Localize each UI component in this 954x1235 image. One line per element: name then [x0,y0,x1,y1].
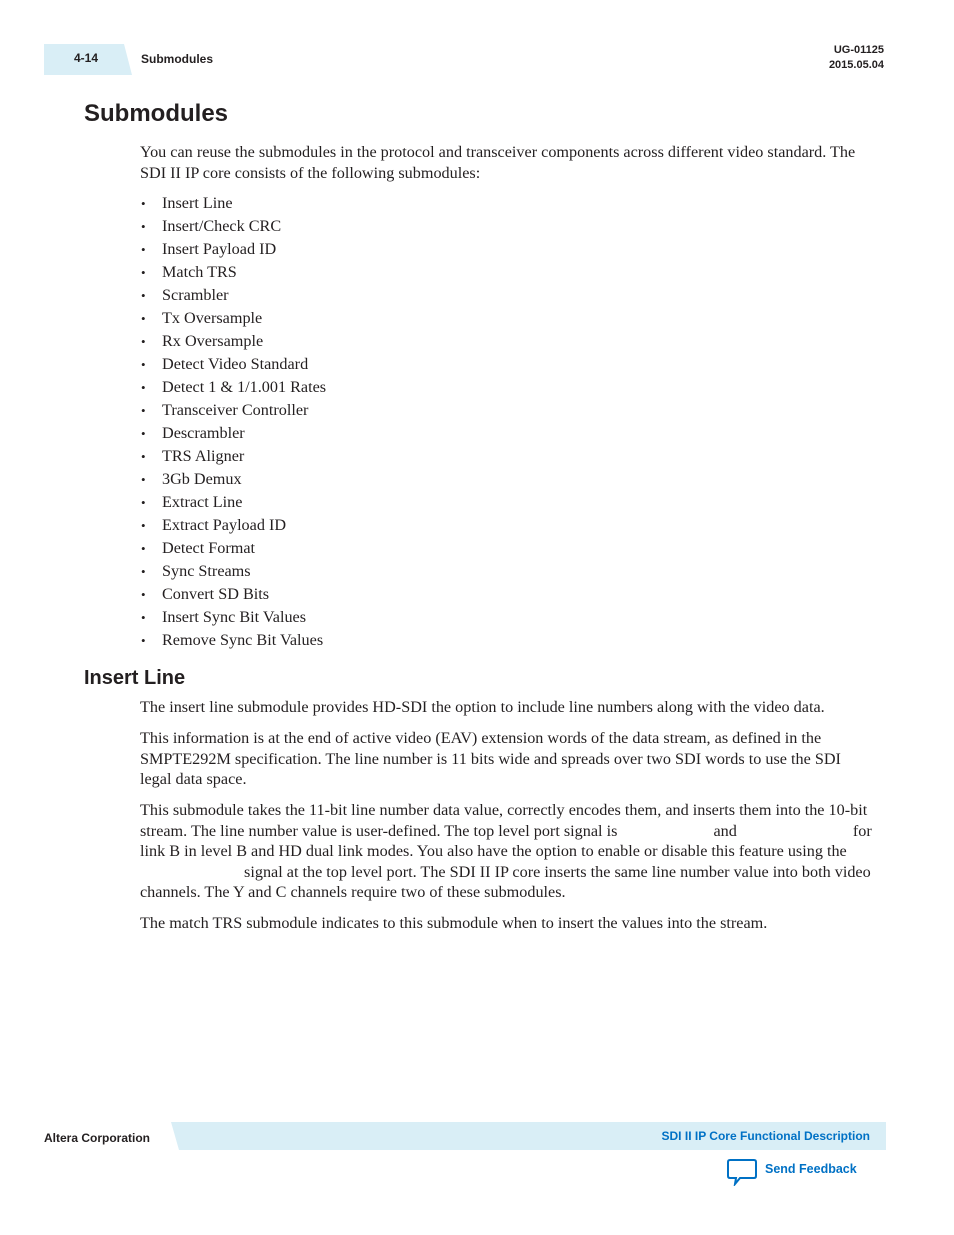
list-item: • Sync Streams [140,560,326,583]
doc-number: UG-01125 [833,44,884,56]
section-heading-insert-line: Insert Line [84,667,186,689]
list-item: • Detect Format [140,537,326,560]
intro-paragraph: You can reuse the submodules in the protocol and transceiver components across different video standard. The SDI II IP core consists of the following submodules: [140,143,856,182]
list-item: • Insert/Check CRC [140,215,326,238]
list-item: • Insert Payload ID [140,238,326,261]
list-item: • Transceiver Controller [140,399,326,422]
insert-line-paragraph-2: This information is at the end of active video (EAV) extension words of the data stream, as defined in the SMPTE292M specification. The line number is 11 bits wide and spreads over two SDI words to use the SDI legal data space. [140,729,841,788]
list-item: • Tx Oversample [140,307,326,330]
footer-company: Altera Corporation [44,1131,151,1145]
submodule-list [140,192,326,652]
list-item: • Extract Line [140,491,326,514]
list-item: • Rx Oversample [140,330,326,353]
paragraph-segment: and [713,821,737,840]
footer-document-title[interactable]: SDI II IP Core Functional Description [661,1129,870,1143]
list-item: • 3Gb Demux [140,468,326,491]
list-item: • Insert Line [140,192,326,215]
list-item: • Detect 1 & 1/1.001 Rates [140,376,326,399]
list-item: • Extract Payload ID [140,514,326,537]
paragraph-segment: for link B in level B and HD dual link modes. You also have the option to enable or disable this feature using the [140,821,872,860]
running-section-title: Submodules [141,52,214,66]
list-item: • TRS Aligner [140,445,326,468]
list-item: • Convert SD Bits [140,583,326,606]
document-id [829,43,884,73]
list-item: • Scrambler [140,284,326,307]
page-number: 4-14 [74,51,99,65]
paragraph-segment: signal at the top level port. The SDI II IP core inserts the same line number value into both video channels. The Y and C channels require two of these submodules. [140,862,871,901]
send-feedback-link[interactable] [726,1157,866,1189]
list-item: • Detect Video Standard [140,353,326,376]
send-feedback-label[interactable]: Send Feedback [765,1162,857,1176]
list-item: • Remove Sync Bit Values [140,629,326,652]
list-item: • Match TRS [140,261,326,284]
page-title: Submodules [84,100,229,127]
insert-line-paragraph-3 [140,800,875,903]
list-item: • Descrambler [140,422,326,445]
insert-line-paragraph-1: The insert line submodule provides HD-SDI the option to include line numbers along with the video data. [140,698,825,716]
list-item: • Insert Sync Bit Values [140,606,326,629]
speech-bubble-icon [726,1158,758,1186]
doc-date: 2015.05.04 [828,59,884,71]
insert-line-paragraph-4: The match TRS submodule indicates to this submodule when to insert the values into the stream. [140,914,768,932]
paragraph-segment: This submodule takes the 11-bit line number data value, correctly encodes them, and inserts them into the 10-bit stream. The line number value is user-defined. The top level port signal is [140,801,868,840]
